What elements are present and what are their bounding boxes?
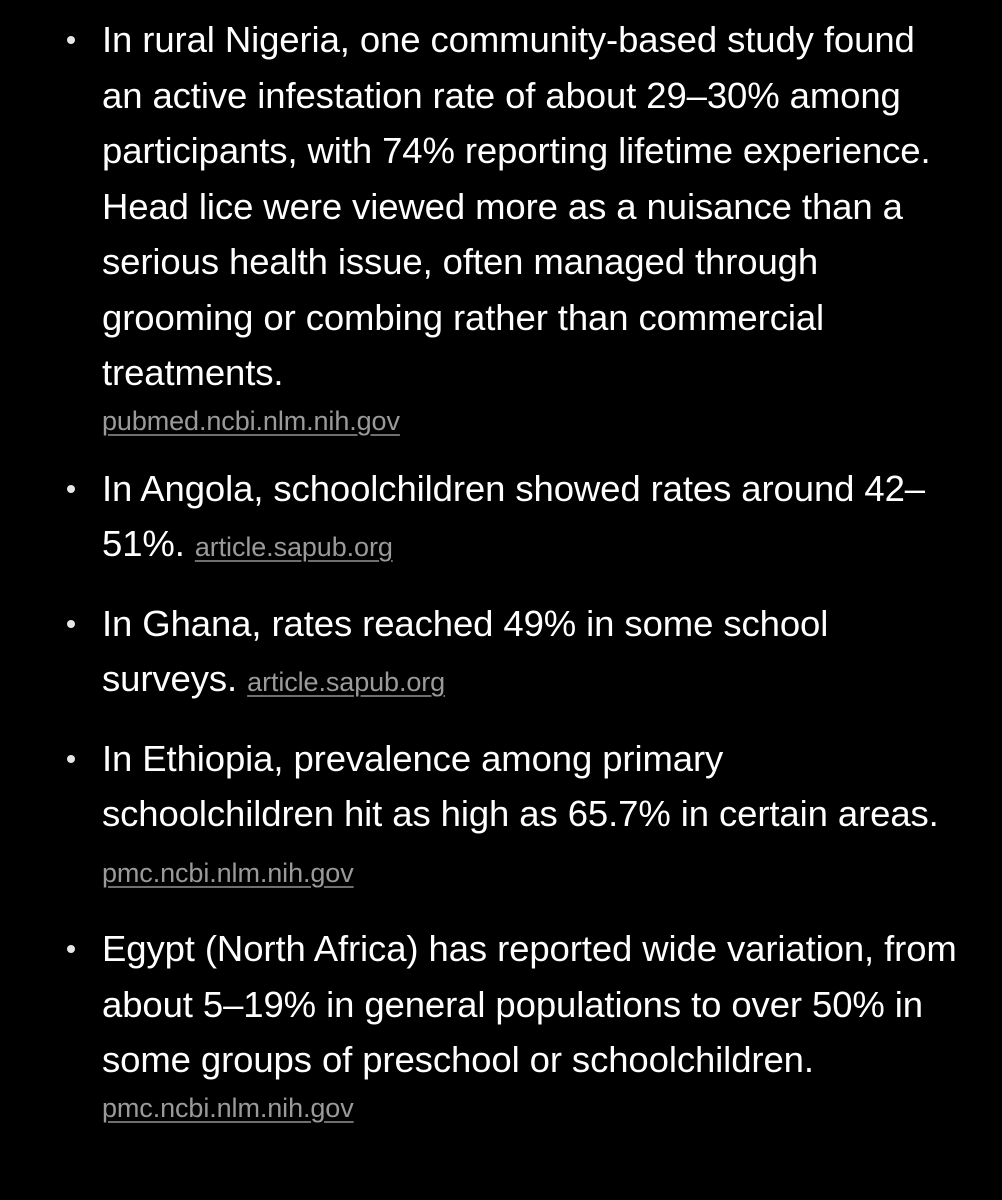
list-item-text: In rural Nigeria, one community-based study found an active infestation rate of about 29–30% among participants, with 74% reporting lifetime experience. Head lice were viewed more as a nuisance than a serious health issue, often managed through grooming or combing rather than commercial treatments. — [102, 19, 931, 393]
list-item-text: In Ghana, rates reached 49% in some school surveys. — [102, 602, 829, 699]
list-item-text: In Ethiopia, prevalence among primary schoolchildren hit as high as 65.7% in certain areas. — [102, 737, 939, 834]
list-item-ghana — [0, 596, 1002, 711]
bullet-icon — [67, 755, 75, 763]
source-link-pubmed[interactable]: pubmed.ncbi.nlm.nih.gov — [102, 405, 400, 436]
list-item-text: Egypt (North Africa) has reported wide variation, from about 5–19% in general populations to over 50% in some groups of preschool or schoolchildren. — [102, 928, 957, 1080]
source-link-pmc[interactable]: pmc.ncbi.nlm.nih.gov — [102, 857, 354, 888]
source-link-pmc[interactable]: pmc.ncbi.nlm.nih.gov — [102, 1092, 354, 1123]
bullet-icon — [67, 620, 75, 628]
list-item-nigeria — [0, 12, 1002, 441]
list-item-egypt — [0, 921, 1002, 1128]
list-item-angola — [0, 461, 1002, 576]
list-item-text: In Angola, schoolchildren showed rates around 42–51%. — [102, 467, 925, 564]
source-link-sapub[interactable]: article.sapub.org — [247, 667, 446, 697]
bullet-icon — [67, 36, 75, 44]
source-link-sapub[interactable]: article.sapub.org — [194, 532, 393, 562]
bullet-icon — [67, 485, 75, 493]
list-item-ethiopia — [0, 731, 1002, 902]
bullet-icon — [67, 945, 75, 953]
